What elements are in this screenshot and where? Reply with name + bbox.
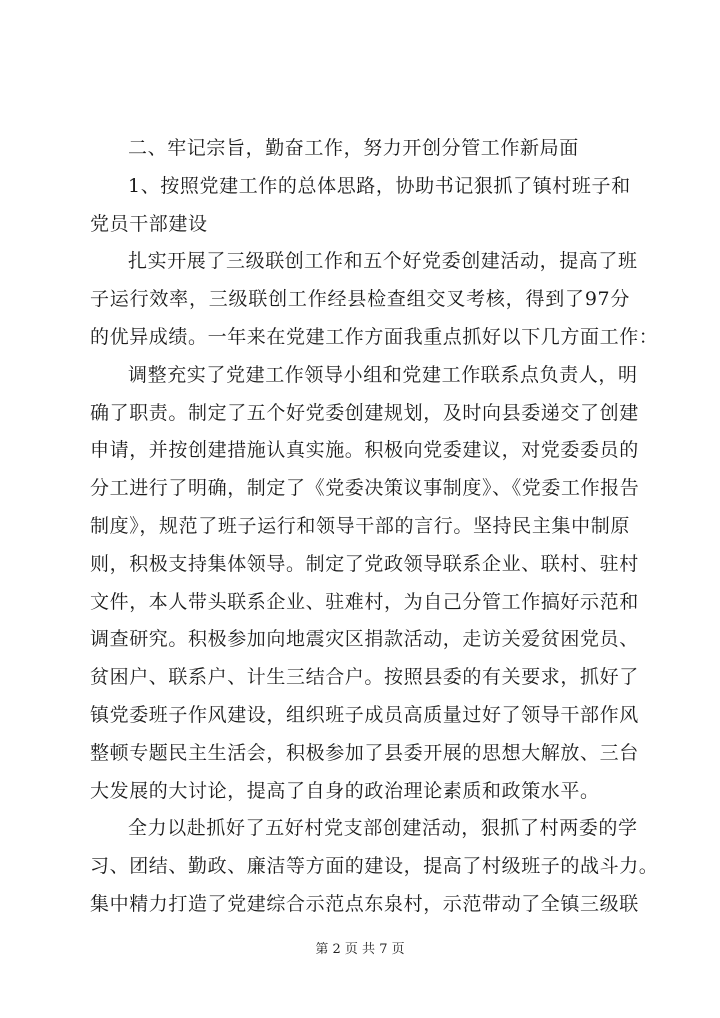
paragraph-3-line-3: 集中精力打造了党建综合示范点东泉村，示范带动了全镇三级联 (90, 892, 639, 915)
page-number: 第 2 页 共 7 页 (315, 942, 405, 957)
document-body (90, 130, 659, 924)
paragraph-2-line-4: 分工进行了明确，制定了《党委决策议事制度》、《党委工作报告 (90, 477, 640, 500)
subheading-line-1: 1、按照党建工作的总体思路，协助书记狠抓了镇村班子和 (128, 174, 631, 197)
paragraph-2-line-5: 制度》，规范了班子运行和领导干部的言行。坚持民主集中制原 (90, 514, 630, 537)
paragraph-2-line-7: 文件，本人带头联系企业、驻难村，为自己分管工作搞好示范和 (90, 590, 639, 613)
paragraph-2-line-1: 调整充实了党建工作领导小组和党建工作联系点负责人，明 (128, 363, 638, 386)
paragraph-3-line-1: 全力以赴抓好了五好村党支部创建活动，狠抓了村两委的学 (128, 817, 638, 840)
section-heading: 二、牢记宗旨，勤奋工作，努力开创分管工作新局面 (128, 137, 579, 159)
page-footer (0, 938, 720, 957)
paragraph-2-line-2: 确了职责。制定了五个好党委创建规划，及时向县委递交了创建 (90, 401, 639, 424)
paragraph-1-line-2: 子运行效率，三级联创工作经县检查组交叉考核，得到了97分 (90, 288, 630, 311)
paragraph-2-line-11: 整顿专题民主生活会，积极参加了县委开展的思想大解放、三台 (90, 741, 639, 764)
paragraph-1-line-1: 扎实开展了三级联创工作和五个好党委创建活动，提高了班 (128, 250, 638, 273)
paragraph-2-line-3: 申请，并按创建措施认真实施。积极向党委建议，对党委委员的 (90, 439, 639, 462)
paragraph-1-line-3: 的优异成绩。一年来在党建工作方面我重点抓好以下几方面工作： (90, 325, 659, 348)
paragraph-2-line-9: 贫困户、联系户、计生三结合户。按照县委的有关要求，抓好了 (90, 666, 639, 689)
paragraph-2-line-12: 大发展的大讨论，提高了自身的政治理论素质和政策水平。 (90, 779, 600, 802)
paragraph-3-line-2: 习、团结、勤政、廉洁等方面的建设，提高了村级班子的战斗力。 (90, 855, 659, 878)
subheading-line-2: 党员干部建设 (90, 212, 208, 235)
paragraph-2-line-10: 镇党委班子作风建设，组织班子成员高质量过好了领导干部作风 (90, 703, 639, 726)
paragraph-2-line-6: 则，积极支持集体领导。制定了党政领导联系企业、联村、驻村 (90, 552, 639, 575)
paragraph-2-line-8: 调查研究。积极参加向地震灾区捐款活动，走访关爱贫困党员、 (90, 628, 639, 651)
